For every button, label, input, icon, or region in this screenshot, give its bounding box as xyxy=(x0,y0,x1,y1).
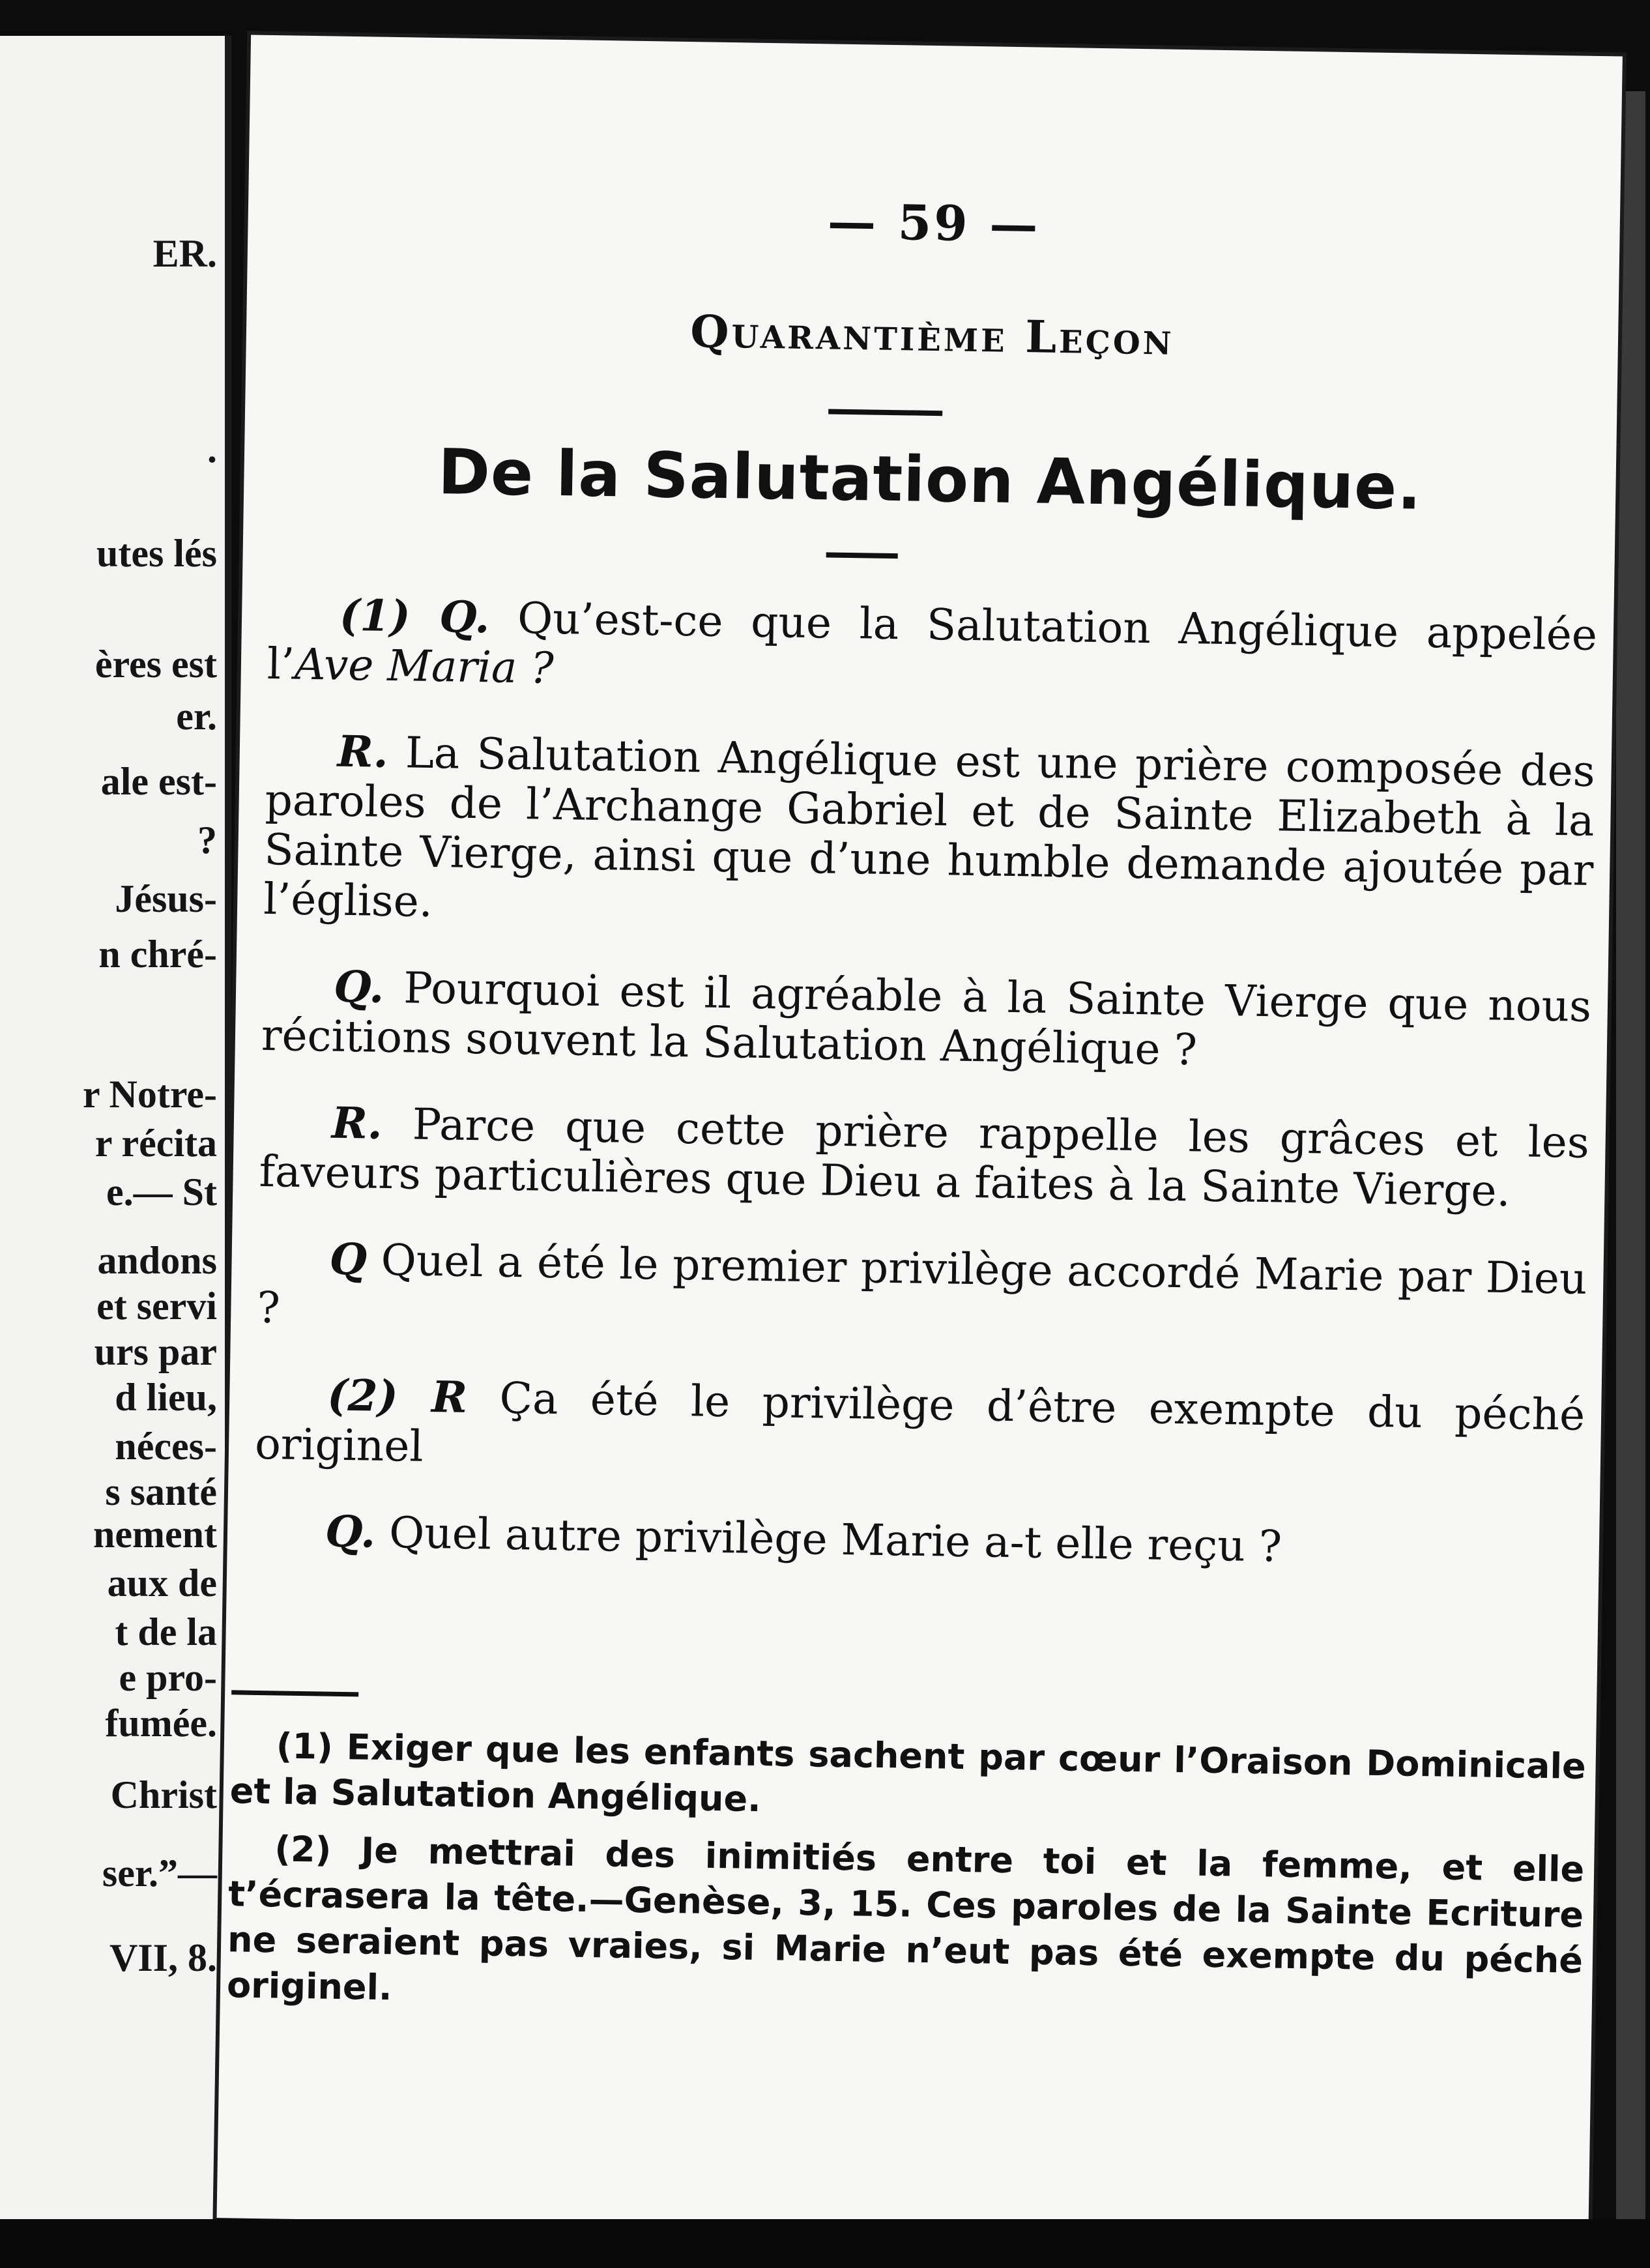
lesson-title: Quarantième Leçon xyxy=(689,306,1175,366)
left-page-fragment xyxy=(0,36,231,2219)
left-page-text-fragment: Christ xyxy=(110,1773,217,1816)
qa-text: Quel autre privilège Marie a-t elle reçu ? xyxy=(388,1507,1282,1572)
left-page-text-fragment: nement xyxy=(93,1513,217,1556)
left-page-text-fragment: er. xyxy=(176,695,217,738)
qa-paragraph xyxy=(257,1233,1587,1354)
qa-marker: (2) R xyxy=(326,1369,468,1423)
left-page-text-fragment: ? xyxy=(197,819,217,862)
left-page-text-fragment: ères est xyxy=(94,643,217,686)
scan-border xyxy=(0,2219,1650,2268)
qa-text: Pourquoi est il agréable à la Sainte Vierge que nous récitions souvent la Salutation Angélique ? xyxy=(261,963,1592,1075)
left-page-text-fragment: andons xyxy=(97,1239,217,1282)
qa-paragraph xyxy=(259,1097,1589,1217)
qa-text: Quel a été le premier privilège accordé Marie par Dieu ? xyxy=(256,1234,1588,1333)
qa-marker: R. xyxy=(337,725,389,778)
footnote-rule xyxy=(231,1690,358,1696)
footnote: (2) Je mettrai des inimitiés entre toi et la femme, et elle t’écrasera la tête.—Genèse, 3, 15. Ces paroles de la Sainte Ecriture ne seraient pas vraies, si Marie n’eut pas été exempte du péché originel. xyxy=(226,1828,1585,2009)
qa-marker: (1) Q. xyxy=(339,589,491,643)
qa-paragraph xyxy=(263,725,1596,945)
qa-marker: Q xyxy=(329,1233,368,1285)
left-page-text-fragment: néces- xyxy=(115,1425,217,1468)
qa-marker: Q. xyxy=(333,961,385,1013)
chapter-heading: De la Salutation Angélique. xyxy=(437,435,1423,524)
left-page-text-fragment: ser.”— xyxy=(102,1852,217,1895)
page-edge-shadow xyxy=(1616,91,1645,2229)
qa-marker: Q. xyxy=(325,1505,376,1558)
left-page-text-fragment: r Notre- xyxy=(82,1073,217,1116)
left-page-text-fragment: et servi xyxy=(96,1285,217,1328)
page-number: — 59 — xyxy=(827,194,1041,254)
qa-text: La Salutation Angélique est une prière composée des paroles de l’Archange Gabriel et de Sainte Elizabeth à la Sainte Vierge, ainsi que d’une humble demande ajoutée par l’église. xyxy=(263,727,1596,927)
divider-rule xyxy=(826,552,898,559)
left-page-text-fragment: ER. xyxy=(152,232,217,275)
left-page-text-fragment: ale est- xyxy=(100,760,217,803)
qa-paragraph xyxy=(267,589,1597,710)
qa-text: Parce que cette prière rappelle les grâces et les faveurs particulières que Dieu a faites à la Sainte Vierge. xyxy=(259,1099,1590,1217)
catechism-text xyxy=(253,589,1598,1613)
left-page-text-fragment: Jésus- xyxy=(115,877,217,920)
left-page-text-fragment: r récita xyxy=(94,1122,217,1165)
qa-paragraph xyxy=(255,1369,1585,1490)
left-page-text-fragment: s santé xyxy=(105,1470,217,1513)
left-page-text-fragment: n chré- xyxy=(98,933,217,976)
qa-marker: R. xyxy=(331,1097,383,1149)
book-page xyxy=(217,35,1623,2239)
left-page-text-fragment: . xyxy=(207,428,217,471)
left-page-text-fragment: utes lés xyxy=(96,532,217,575)
qa-text: Qu’est-ce que la Salutation Angélique appelée l’ xyxy=(267,593,1598,690)
left-page-text-fragment: VII, 8. xyxy=(109,1936,217,1979)
left-page-text-fragment: aux de xyxy=(107,1562,217,1605)
left-page-text-fragment: e pro- xyxy=(119,1656,217,1699)
qa-paragraph xyxy=(253,1505,1583,1577)
left-page-text-fragment: e.— St xyxy=(106,1170,217,1214)
left-page-text-fragment: urs par xyxy=(94,1330,217,1373)
divider-rule xyxy=(828,409,942,416)
left-page-text-fragment: fumée. xyxy=(105,1702,217,1745)
footnote: (1) Exiger que les enfants sachent par cœur l’Oraison Dominicale et la Salutation Angélique. xyxy=(229,1725,1587,1820)
footnotes xyxy=(226,1723,1586,2041)
qa-text: Ça été le privilège d’être exempte du péché originel xyxy=(254,1373,1585,1472)
left-page-text-fragment: t de la xyxy=(115,1610,217,1653)
left-page-text-fragment: d lieu, xyxy=(115,1376,217,1419)
qa-paragraph xyxy=(261,961,1591,1081)
qa-italic-text: Ave Maria ? xyxy=(294,639,555,693)
